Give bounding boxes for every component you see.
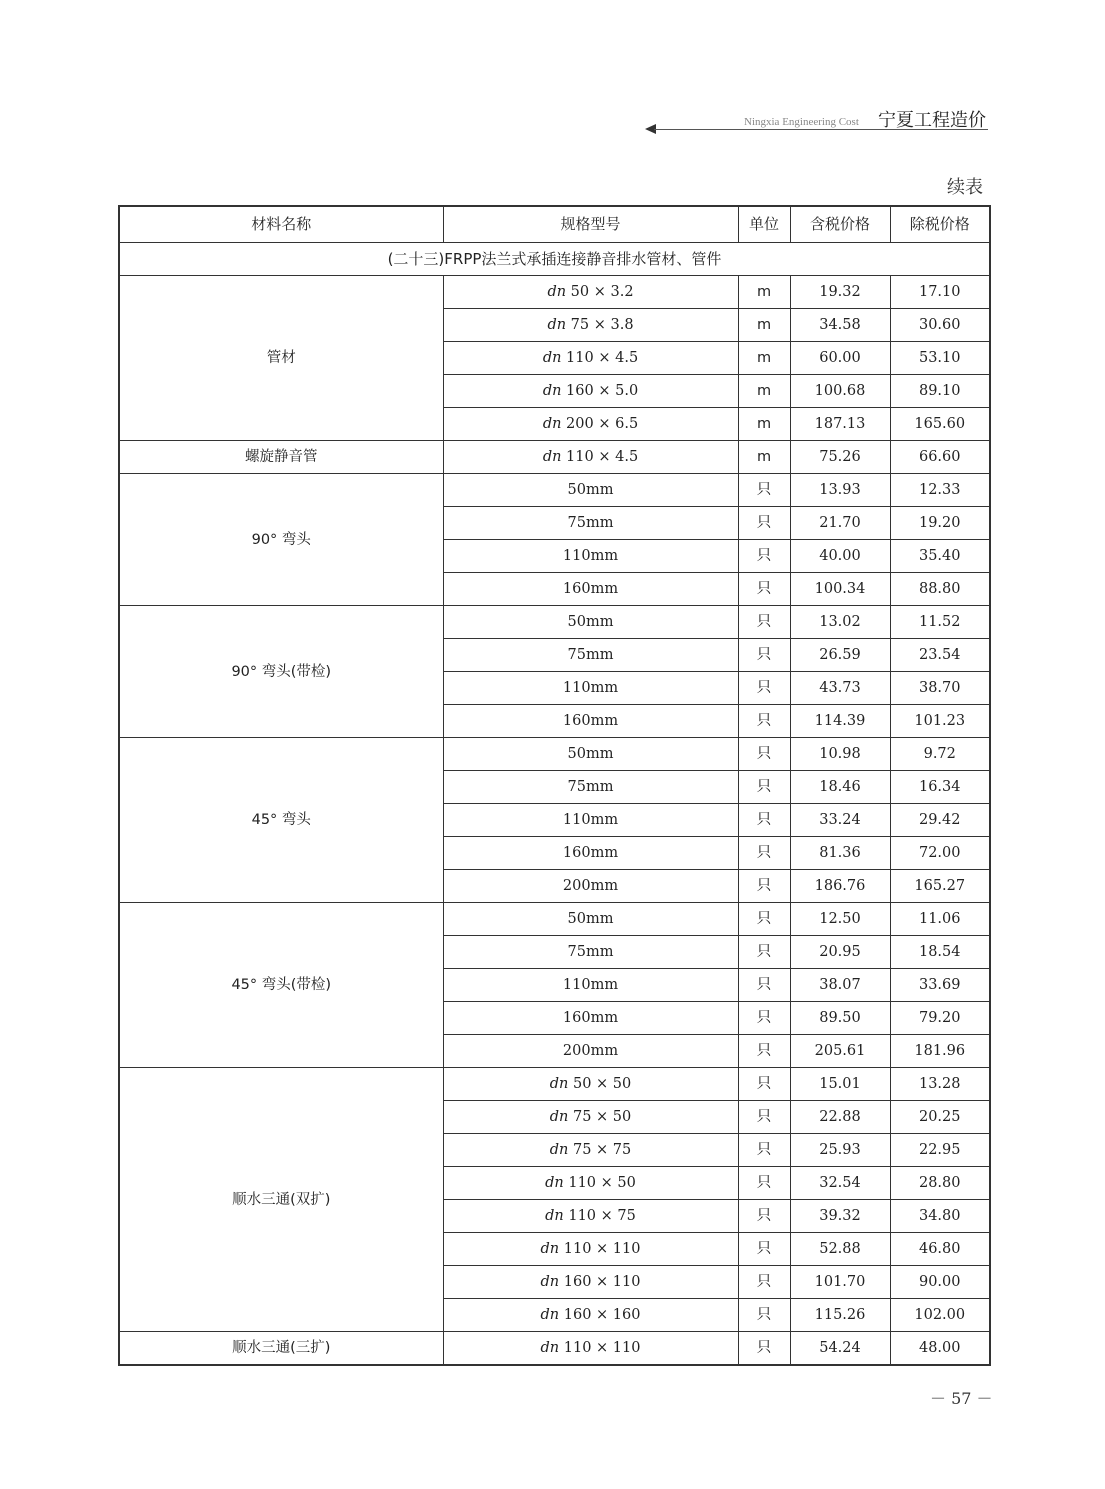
spec-cell: dn 50 × 50: [443, 1068, 738, 1101]
price-without-tax-cell: 48.00: [890, 1332, 990, 1366]
spec-cell: 160mm: [443, 837, 738, 870]
unit-cell: 只: [738, 540, 790, 573]
price-with-tax-cell: 22.88: [790, 1101, 890, 1134]
price-with-tax-cell: 12.50: [790, 903, 890, 936]
unit-cell: 只: [738, 771, 790, 804]
spec-cell: dn 160 × 160: [443, 1299, 738, 1332]
spec-cell: 200mm: [443, 1035, 738, 1068]
price-with-tax-cell: 205.61: [790, 1035, 890, 1068]
price-with-tax-cell: 187.13: [790, 408, 890, 441]
price-without-tax-cell: 23.54: [890, 639, 990, 672]
price-table: [118, 205, 991, 1366]
unit-cell: m: [738, 276, 790, 309]
spec-cell: dn 75 × 75: [443, 1134, 738, 1167]
material-name-cell: 45° 弯头: [119, 738, 443, 903]
price-without-tax-cell: 35.40: [890, 540, 990, 573]
price-with-tax-cell: 19.32: [790, 276, 890, 309]
spec-cell: 50mm: [443, 738, 738, 771]
price-without-tax-cell: 102.00: [890, 1299, 990, 1332]
column-header-material-name: 材料名称: [119, 206, 443, 243]
price-without-tax-cell: 46.80: [890, 1233, 990, 1266]
unit-cell: 只: [738, 606, 790, 639]
spec-cell: dn 160 × 110: [443, 1266, 738, 1299]
unit-cell: 只: [738, 507, 790, 540]
price-without-tax-cell: 89.10: [890, 375, 990, 408]
spec-cell: 75mm: [443, 771, 738, 804]
unit-cell: 只: [738, 969, 790, 1002]
price-without-tax-cell: 90.00: [890, 1266, 990, 1299]
spec-cell: 160mm: [443, 1002, 738, 1035]
table-row: [119, 606, 990, 639]
spec-cell: 110mm: [443, 969, 738, 1002]
section-title: (二十三)FRPP法兰式承插连接静音排水管材、管件: [119, 243, 990, 276]
price-with-tax-cell: 20.95: [790, 936, 890, 969]
material-name-cell: 顺水三通(三扩): [119, 1332, 443, 1366]
price-without-tax-cell: 34.80: [890, 1200, 990, 1233]
price-without-tax-cell: 79.20: [890, 1002, 990, 1035]
spec-cell: dn 110 × 4.5: [443, 342, 738, 375]
price-without-tax-cell: 20.25: [890, 1101, 990, 1134]
material-name-cell: 螺旋静音管: [119, 441, 443, 474]
unit-cell: m: [738, 342, 790, 375]
header-english-title: Ningxia Engineering Cost: [744, 116, 859, 128]
price-with-tax-cell: 100.34: [790, 573, 890, 606]
unit-cell: 只: [738, 1101, 790, 1134]
price-with-tax-cell: 115.26: [790, 1299, 890, 1332]
unit-cell: 只: [738, 1299, 790, 1332]
spec-cell: dn 110 × 75: [443, 1200, 738, 1233]
price-with-tax-cell: 54.24: [790, 1332, 890, 1366]
unit-cell: 只: [738, 1200, 790, 1233]
unit-cell: 只: [738, 1035, 790, 1068]
price-without-tax-cell: 11.06: [890, 903, 990, 936]
table-row: [119, 276, 990, 309]
spec-cell: 160mm: [443, 705, 738, 738]
unit-cell: 只: [738, 1134, 790, 1167]
price-without-tax-cell: 29.42: [890, 804, 990, 837]
unit-cell: m: [738, 408, 790, 441]
spec-cell: 75mm: [443, 507, 738, 540]
price-with-tax-cell: 13.02: [790, 606, 890, 639]
unit-cell: m: [738, 441, 790, 474]
spec-cell: 110mm: [443, 672, 738, 705]
spec-cell: dn 110 × 50: [443, 1167, 738, 1200]
table-row: [119, 903, 990, 936]
price-with-tax-cell: 60.00: [790, 342, 890, 375]
column-header-unit: 单位: [738, 206, 790, 243]
price-with-tax-cell: 100.68: [790, 375, 890, 408]
unit-cell: 只: [738, 474, 790, 507]
spec-cell: 160mm: [443, 573, 738, 606]
price-with-tax-cell: 52.88: [790, 1233, 890, 1266]
price-without-tax-cell: 181.96: [890, 1035, 990, 1068]
spec-cell: 200mm: [443, 870, 738, 903]
material-name-cell: 90° 弯头: [119, 474, 443, 606]
price-without-tax-cell: 19.20: [890, 507, 990, 540]
price-with-tax-cell: 101.70: [790, 1266, 890, 1299]
unit-cell: 只: [738, 870, 790, 903]
price-with-tax-cell: 10.98: [790, 738, 890, 771]
price-with-tax-cell: 38.07: [790, 969, 890, 1002]
material-name-cell: 90° 弯头(带检): [119, 606, 443, 738]
price-with-tax-cell: 186.76: [790, 870, 890, 903]
price-with-tax-cell: 26.59: [790, 639, 890, 672]
header-chinese-title: 宁夏工程造价: [878, 110, 986, 131]
price-without-tax-cell: 66.60: [890, 441, 990, 474]
unit-cell: 只: [738, 1167, 790, 1200]
spec-cell: 110mm: [443, 804, 738, 837]
spec-cell: dn 110 × 110: [443, 1332, 738, 1366]
price-with-tax-cell: 15.01: [790, 1068, 890, 1101]
price-without-tax-cell: 22.95: [890, 1134, 990, 1167]
price-with-tax-cell: 43.73: [790, 672, 890, 705]
spec-cell: dn 75 × 3.8: [443, 309, 738, 342]
unit-cell: 只: [738, 903, 790, 936]
price-without-tax-cell: 16.34: [890, 771, 990, 804]
price-without-tax-cell: 9.72: [890, 738, 990, 771]
price-with-tax-cell: 25.93: [790, 1134, 890, 1167]
price-with-tax-cell: 34.58: [790, 309, 890, 342]
spec-cell: 50mm: [443, 606, 738, 639]
table-row: [119, 441, 990, 474]
column-header-spec: 规格型号: [443, 206, 738, 243]
price-with-tax-cell: 89.50: [790, 1002, 890, 1035]
column-header-price-with-tax: 含税价格: [790, 206, 890, 243]
price-without-tax-cell: 165.27: [890, 870, 990, 903]
price-with-tax-cell: 114.39: [790, 705, 890, 738]
spec-cell: dn 110 × 4.5: [443, 441, 738, 474]
unit-cell: 只: [738, 1002, 790, 1035]
header-rule: [654, 129, 988, 130]
material-name-cell: 管材: [119, 276, 443, 441]
unit-cell: 只: [738, 1266, 790, 1299]
spec-cell: 75mm: [443, 936, 738, 969]
spec-cell: 110mm: [443, 540, 738, 573]
price-with-tax-cell: 32.54: [790, 1167, 890, 1200]
price-without-tax-cell: 12.33: [890, 474, 990, 507]
spec-cell: dn 160 × 5.0: [443, 375, 738, 408]
spec-cell: 75mm: [443, 639, 738, 672]
price-without-tax-cell: 72.00: [890, 837, 990, 870]
price-without-tax-cell: 101.23: [890, 705, 990, 738]
price-without-tax-cell: 38.70: [890, 672, 990, 705]
spec-cell: dn 50 × 3.2: [443, 276, 738, 309]
table-row: [119, 474, 990, 507]
unit-cell: 只: [738, 1332, 790, 1366]
unit-cell: 只: [738, 1233, 790, 1266]
unit-cell: 只: [738, 705, 790, 738]
continued-label: 续表: [947, 177, 983, 198]
price-without-tax-cell: 13.28: [890, 1068, 990, 1101]
unit-cell: 只: [738, 936, 790, 969]
unit-cell: 只: [738, 639, 790, 672]
table-row: [119, 1332, 990, 1366]
price-without-tax-cell: 30.60: [890, 309, 990, 342]
spec-cell: dn 110 × 110: [443, 1233, 738, 1266]
table-row: [119, 1068, 990, 1101]
price-without-tax-cell: 11.52: [890, 606, 990, 639]
unit-cell: 只: [738, 672, 790, 705]
spec-cell: dn 75 × 50: [443, 1101, 738, 1134]
unit-cell: m: [738, 309, 790, 342]
price-with-tax-cell: 39.32: [790, 1200, 890, 1233]
table-body: [119, 243, 990, 1366]
price-with-tax-cell: 33.24: [790, 804, 890, 837]
price-with-tax-cell: 81.36: [790, 837, 890, 870]
table-header-row: [119, 206, 990, 243]
price-with-tax-cell: 40.00: [790, 540, 890, 573]
table-row: [119, 738, 990, 771]
price-with-tax-cell: 18.46: [790, 771, 890, 804]
section-row: [119, 243, 990, 276]
spec-cell: 50mm: [443, 474, 738, 507]
price-without-tax-cell: 18.54: [890, 936, 990, 969]
page-number: － 57 －: [930, 1389, 993, 1408]
price-without-tax-cell: 53.10: [890, 342, 990, 375]
price-without-tax-cell: 28.80: [890, 1167, 990, 1200]
spec-cell: 50mm: [443, 903, 738, 936]
price-without-tax-cell: 165.60: [890, 408, 990, 441]
unit-cell: 只: [738, 738, 790, 771]
price-with-tax-cell: 13.93: [790, 474, 890, 507]
unit-cell: 只: [738, 837, 790, 870]
unit-cell: m: [738, 375, 790, 408]
price-with-tax-cell: 75.26: [790, 441, 890, 474]
price-without-tax-cell: 17.10: [890, 276, 990, 309]
unit-cell: 只: [738, 1068, 790, 1101]
unit-cell: 只: [738, 573, 790, 606]
spec-cell: dn 200 × 6.5: [443, 408, 738, 441]
column-header-price-without-tax: 除税价格: [890, 206, 990, 243]
unit-cell: 只: [738, 804, 790, 837]
price-with-tax-cell: 21.70: [790, 507, 890, 540]
price-without-tax-cell: 88.80: [890, 573, 990, 606]
material-name-cell: 顺水三通(双扩): [119, 1068, 443, 1332]
price-without-tax-cell: 33.69: [890, 969, 990, 1002]
material-name-cell: 45° 弯头(带检): [119, 903, 443, 1068]
